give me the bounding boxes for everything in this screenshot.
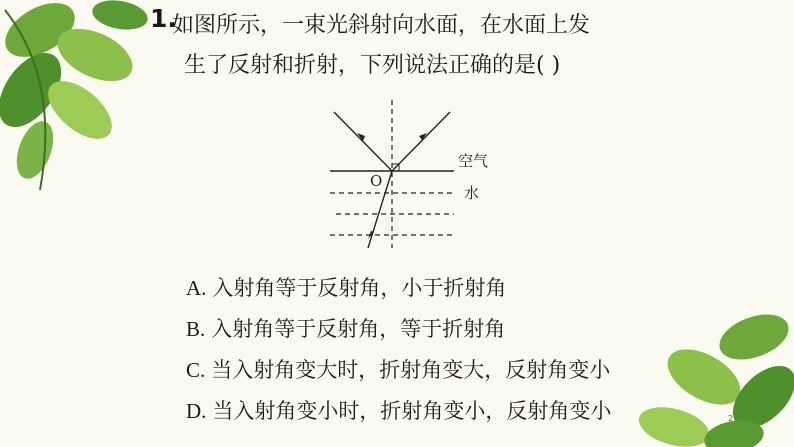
option-a[interactable] [186,270,611,311]
answer-options [186,270,611,434]
question-stem [172,6,652,86]
option-text: 当入射角变大时，折射角变大，反射角变小 [211,358,611,382]
question-number: 1. [150,4,177,33]
leaf-decoration-top-left [0,0,150,200]
option-text: 入射角等于反射角，小于折射角 [212,276,507,300]
option-letter: B. [186,317,206,341]
question-stem-line-2: 生了反射和折射，下列说法正确的是( ) [184,53,561,78]
leaf-decoration-bottom-right [634,297,794,447]
point-o-label: O [370,172,383,190]
option-b[interactable] [186,311,611,352]
option-d[interactable] [186,393,611,434]
option-letter: A. [186,276,207,300]
question-stem-line-1: 如图所示，一束光斜射向水面，在水面上发 [172,13,591,38]
option-text: 当入射角变小时，折射角变小，反射角变小 [212,399,612,423]
option-letter: D. [186,399,207,423]
optics-diagram [326,98,506,258]
option-text: 入射角等于反射角，等于折射角 [211,317,506,341]
option-c[interactable] [186,352,611,393]
incident-ray [334,112,392,171]
water-label: 水 [464,184,480,202]
reflected-ray [392,112,450,171]
page-number: 2 [728,414,734,423]
option-letter: C. [186,358,206,382]
air-label: 空气 [458,152,489,170]
